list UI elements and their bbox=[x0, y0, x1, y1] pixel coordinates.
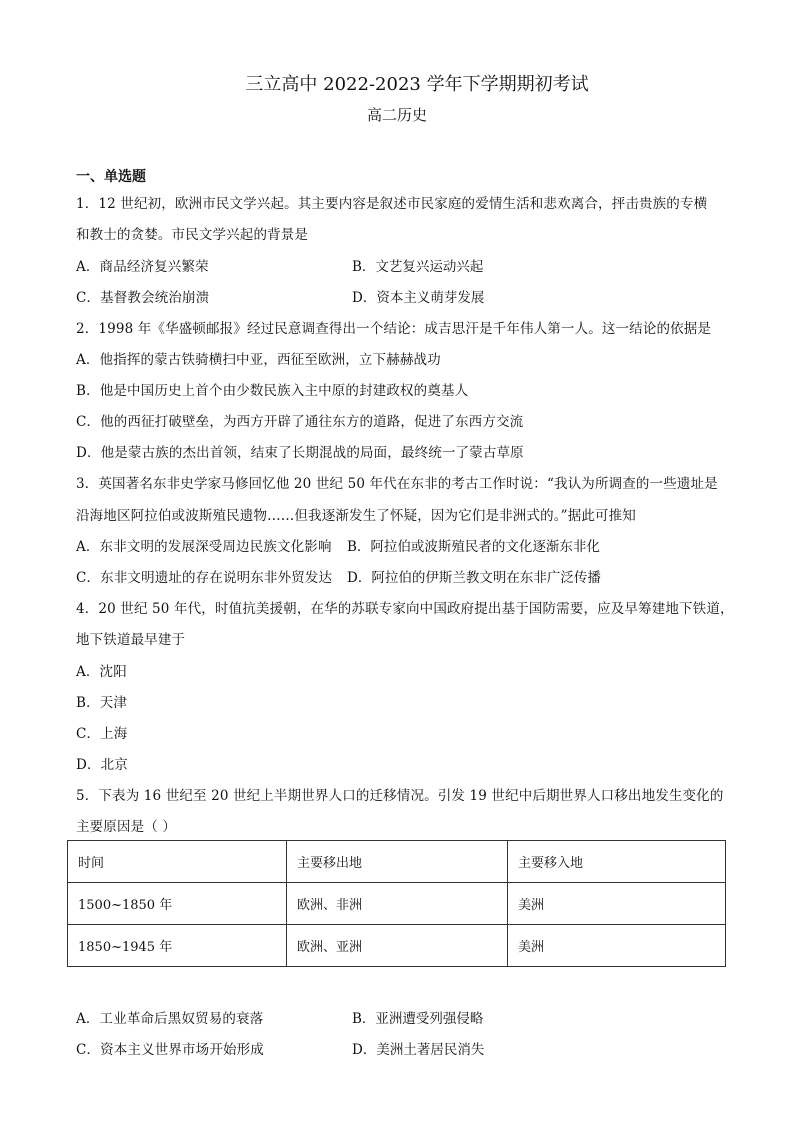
table-cell: 美洲 bbox=[508, 925, 726, 967]
question-5-stem-line-2: 主要原因是（ ） bbox=[76, 819, 176, 835]
table-cell: 美洲 bbox=[508, 883, 726, 925]
table-cell: 欧洲、亚洲 bbox=[287, 925, 508, 967]
question-1-stem-line-2: 和教士的贪婪。市民文学兴起的背景是 bbox=[76, 227, 309, 243]
question-4-option-d[interactable]: D．北京 bbox=[76, 757, 128, 773]
table-cell: 1500~1850 年 bbox=[68, 883, 287, 925]
table-cell: 欧洲、非洲 bbox=[287, 883, 508, 925]
migration-table bbox=[67, 840, 726, 967]
table-header-cell: 主要移出地 bbox=[287, 841, 508, 883]
exam-subtitle: 高二历史 bbox=[366, 106, 427, 124]
question-1-option-b[interactable]: B．文艺复兴运动兴起 bbox=[352, 259, 484, 275]
question-3-option-a[interactable]: A．东非文明的发展深受周边民族文化影响 bbox=[76, 539, 332, 555]
question-1-option-d[interactable]: D．资本主义萌芽发展 bbox=[352, 290, 485, 306]
question-2-option-a[interactable]: A．他指挥的蒙古铁骑横扫中亚，西征至欧洲，立下赫赫战功 bbox=[76, 352, 441, 368]
question-5-option-b[interactable]: B．亚洲遭受列强侵略 bbox=[352, 1011, 484, 1027]
question-4-option-c[interactable]: C．上海 bbox=[76, 726, 128, 742]
question-2-option-b[interactable]: B．他是中国历史上首个由少数民族入主中原的封建政权的奠基人 bbox=[76, 383, 469, 399]
question-4-stem-line-1: 4．20 世纪 50 年代，时值抗美援朝，在华的苏联专家向中国政府提出基于国防需要，应及早筹建地下铁道， bbox=[76, 601, 734, 617]
question-1-option-c[interactable]: C．基督教会统治崩溃 bbox=[76, 290, 210, 306]
question-2-option-c[interactable]: C．他的西征打破壁垒，为西方开辟了通往东方的道路，促进了东西方交流 bbox=[76, 414, 524, 430]
table-header-cell: 时间 bbox=[68, 841, 287, 883]
table-row bbox=[68, 883, 726, 925]
question-1-stem-line-1: 1．12 世纪初，欧洲市民文学兴起。其主要内容是叙述市民家庭的爱情生活和悲欢离合，抨击贵族的专横 bbox=[76, 196, 708, 212]
question-5-option-d[interactable]: D．美洲土著居民消失 bbox=[352, 1042, 485, 1058]
section-title: 一、单选题 bbox=[76, 169, 146, 185]
question-1-option-a[interactable]: A．商品经济复兴繁荣 bbox=[76, 259, 209, 275]
question-3-option-c[interactable]: C．东非文明遗址的存在说明东非外贸发达 bbox=[76, 570, 333, 586]
question-3-stem-line-2: 沿海地区阿拉伯或波斯殖民遗物……但我逐渐发生了怀疑，因为它们是非洲式的。”据此可推知 bbox=[76, 508, 636, 524]
question-3-option-b[interactable]: B．阿拉伯或波斯殖民者的文化逐渐东非化 bbox=[347, 539, 600, 555]
exam-title: 三立高中 2022-2023 学年下学期期初考试 bbox=[245, 74, 589, 95]
question-4-option-b[interactable]: B．天津 bbox=[76, 695, 128, 711]
question-3-option-d[interactable]: D．阿拉伯的伊斯兰教文明在东非广泛传播 bbox=[347, 570, 601, 586]
question-5-option-a[interactable]: A．工业革命后黑奴贸易的衰落 bbox=[76, 1011, 264, 1027]
question-4-stem-line-2: 地下铁道最早建于 bbox=[76, 632, 186, 648]
question-5-stem-line-1: 5．下表为 16 世纪至 20 世纪上半期世界人口的迁移情况。引发 19 世纪中后期世界人口移出地发生变化的 bbox=[76, 788, 724, 804]
question-3-stem-line-1: 3．英国著名东非史学家马修回忆他 20 世纪 50 年代在东非的考古工作时说：“我认为所调查的一些遗址是 bbox=[76, 476, 718, 492]
question-5-option-c[interactable]: C．资本主义世界市场开始形成 bbox=[76, 1042, 264, 1058]
table-row bbox=[68, 925, 726, 967]
question-2-option-d[interactable]: D．他是蒙古族的杰出首领，结束了长期混战的局面，最终统一了蒙古草原 bbox=[76, 445, 524, 461]
question-2-stem-line-1: 2．1998 年《华盛顿邮报》经过民意调查得出一个结论：成吉思汗是千年伟人第一人。这一结论的依据是 bbox=[76, 321, 712, 337]
table-header-row bbox=[68, 841, 726, 883]
question-4-option-a[interactable]: A．沈阳 bbox=[76, 664, 127, 680]
table-cell: 1850~1945 年 bbox=[68, 925, 287, 967]
table-header-cell: 主要移入地 bbox=[508, 841, 726, 883]
